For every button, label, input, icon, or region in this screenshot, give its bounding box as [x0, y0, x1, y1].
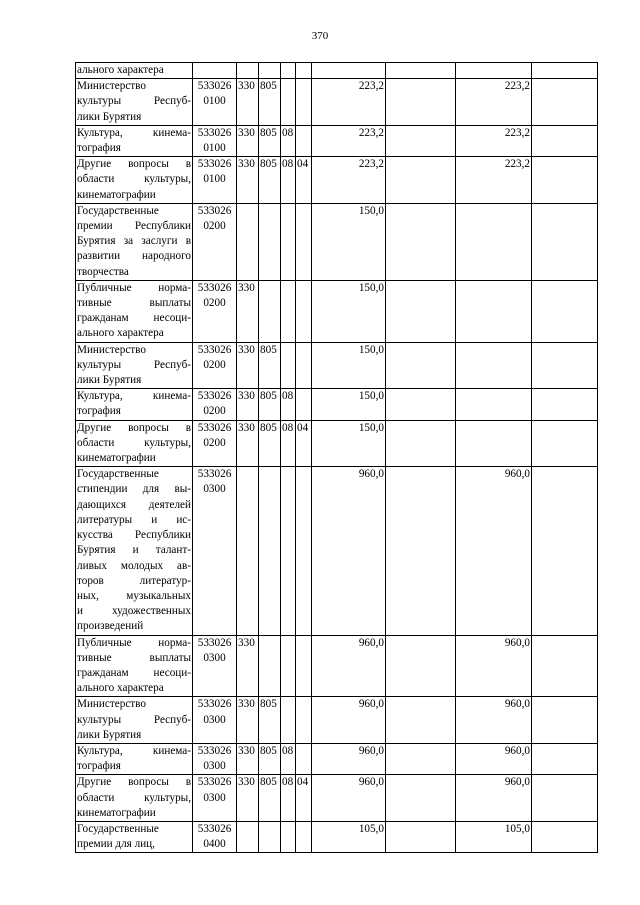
- row-name-cell: [76, 63, 193, 79]
- row-code-cell-1: 330: [237, 697, 259, 744]
- row-amount-2-cell: [386, 63, 456, 79]
- row-name-cell: [76, 203, 193, 280]
- row-name-line: культуры Респуб-: [77, 358, 191, 371]
- row-section-cell: [281, 280, 296, 342]
- row-code-cell-1: 330: [237, 775, 259, 822]
- row-amount-3-cell: 960,0: [456, 743, 532, 774]
- row-code-cell-2: 805: [259, 389, 281, 420]
- row-name-cell: [76, 342, 193, 389]
- row-target-code-cell: [193, 203, 237, 280]
- row-subsection-cell: [296, 79, 312, 126]
- table-row: [76, 635, 598, 697]
- row-name-line: тография: [77, 142, 121, 155]
- row-code-cell-1: [237, 63, 259, 79]
- row-code-cell-1: 330: [237, 125, 259, 156]
- row-subsection-cell: [296, 125, 312, 156]
- row-target-code-line: 533026: [197, 698, 232, 711]
- row-section-cell: [281, 203, 296, 280]
- row-empty-cell: [532, 775, 598, 822]
- row-empty-cell: [532, 79, 598, 126]
- row-amount-2-cell: [386, 467, 456, 635]
- row-section-cell: [281, 697, 296, 744]
- row-amount-1-cell: 223,2: [312, 79, 386, 126]
- row-section-cell: 08: [281, 743, 296, 774]
- row-subsection-cell: 04: [296, 157, 312, 204]
- row-code-cell-1: 330: [237, 635, 259, 697]
- row-name-line: ального характера: [77, 64, 164, 76]
- row-amount-2-cell: [386, 775, 456, 822]
- row-amount-3-cell: [456, 420, 532, 467]
- row-empty-cell: [532, 743, 598, 774]
- row-name-line: кинематографии: [77, 452, 156, 465]
- row-name-line: области культуры,: [77, 173, 191, 186]
- page-number: 370: [311, 30, 329, 42]
- row-code-cell-2: [259, 467, 281, 635]
- row-empty-cell: [532, 342, 598, 389]
- row-empty-cell: [532, 821, 598, 852]
- row-name-line: торов литератур-: [77, 574, 191, 587]
- row-target-code-line: 533026: [197, 80, 232, 93]
- row-subsection-cell: [296, 63, 312, 79]
- row-amount-3-cell: [456, 63, 532, 79]
- row-subsection-cell: [296, 389, 312, 420]
- row-target-code-line: 0400: [203, 838, 226, 851]
- row-section-cell: 08: [281, 157, 296, 204]
- row-name-line: дающихся деятелей: [77, 498, 191, 511]
- row-code-cell-2: [259, 821, 281, 852]
- table-row: [76, 203, 598, 280]
- row-target-code-line: 0300: [203, 713, 226, 726]
- row-name-line: Государственные: [77, 204, 159, 217]
- row-name-line: Министерство: [77, 698, 146, 711]
- row-name-cell: [76, 280, 193, 342]
- row-name-line: лики Бурятия: [77, 374, 142, 387]
- row-amount-2-cell: [386, 420, 456, 467]
- row-section-cell: [281, 342, 296, 389]
- row-target-code-line: 0200: [203, 358, 226, 371]
- row-subsection-cell: [296, 203, 312, 280]
- row-amount-3-cell: 960,0: [456, 635, 532, 697]
- row-amount-3-cell: [456, 342, 532, 389]
- row-code-cell-2: 805: [259, 79, 281, 126]
- row-code-cell-1: 330: [237, 743, 259, 774]
- row-name-line: кинематографии: [77, 806, 156, 819]
- row-target-code-cell: [193, 743, 237, 774]
- row-target-code-line: 533026: [197, 776, 232, 789]
- table-body: [76, 63, 598, 853]
- table-row: [76, 342, 598, 389]
- row-target-code-line: 533026: [197, 822, 232, 835]
- row-target-code-line: 0200: [203, 297, 226, 310]
- row-amount-2-cell: [386, 125, 456, 156]
- row-target-code-cell: [193, 79, 237, 126]
- row-name-line: произведений: [77, 620, 144, 633]
- row-target-code-line: 0200: [203, 436, 226, 449]
- row-subsection-cell: 04: [296, 775, 312, 822]
- table-row: [76, 125, 598, 156]
- row-subsection-cell: [296, 467, 312, 635]
- row-target-code-line: 0200: [203, 405, 226, 418]
- row-target-code-line: 533026: [197, 744, 232, 757]
- row-target-code-line: 533026: [197, 281, 232, 294]
- row-amount-1-cell: [312, 63, 386, 79]
- row-amount-2-cell: [386, 389, 456, 420]
- row-amount-1-cell: 960,0: [312, 635, 386, 697]
- row-target-code-line: 533026: [197, 636, 232, 649]
- row-code-cell-2: 805: [259, 775, 281, 822]
- row-name-line: Публичные норма-: [77, 636, 191, 649]
- row-amount-2-cell: [386, 280, 456, 342]
- row-target-code-line: 0200: [203, 220, 226, 233]
- row-name-line: Культура, кинема-: [77, 126, 191, 139]
- row-target-code-cell: [193, 775, 237, 822]
- row-subsection-cell: [296, 821, 312, 852]
- row-amount-3-cell: 960,0: [456, 775, 532, 822]
- row-section-cell: [281, 467, 296, 635]
- row-name-line: лики Бурятия: [77, 110, 142, 123]
- row-empty-cell: [532, 157, 598, 204]
- row-name-line: гражданам несоци-: [77, 666, 191, 679]
- table-row: [76, 420, 598, 467]
- row-empty-cell: [532, 697, 598, 744]
- row-name-line: кусства Республики: [77, 529, 191, 542]
- row-name-cell: [76, 420, 193, 467]
- row-code-cell-2: 805: [259, 157, 281, 204]
- row-name-line: Министерство: [77, 343, 146, 356]
- row-target-code-line: 0100: [203, 95, 226, 108]
- row-code-cell-1: 330: [237, 157, 259, 204]
- row-amount-3-cell: 105,0: [456, 821, 532, 852]
- row-name-line: Государственные: [77, 822, 159, 835]
- row-target-code-cell: [193, 342, 237, 389]
- row-amount-2-cell: [386, 157, 456, 204]
- row-subsection-cell: [296, 743, 312, 774]
- row-section-cell: [281, 821, 296, 852]
- row-code-cell-2: [259, 280, 281, 342]
- row-amount-2-cell: [386, 821, 456, 852]
- row-name-line: культуры Респуб-: [77, 95, 191, 108]
- row-code-cell-2: 805: [259, 342, 281, 389]
- row-subsection-cell: [296, 697, 312, 744]
- row-target-code-line: 0300: [203, 760, 226, 773]
- row-target-code-line: 533026: [197, 204, 232, 217]
- row-section-cell: [281, 635, 296, 697]
- row-subsection-cell: [296, 280, 312, 342]
- row-amount-1-cell: 150,0: [312, 280, 386, 342]
- row-subsection-cell: 04: [296, 420, 312, 467]
- row-subsection-cell: [296, 635, 312, 697]
- row-amount-1-cell: 223,2: [312, 157, 386, 204]
- row-target-code-cell: [193, 389, 237, 420]
- row-target-code-cell: [193, 467, 237, 635]
- row-code-cell-1: 330: [237, 79, 259, 126]
- row-amount-2-cell: [386, 342, 456, 389]
- row-section-cell: 08: [281, 420, 296, 467]
- row-name-cell: [76, 389, 193, 420]
- row-code-cell-1: 330: [237, 389, 259, 420]
- row-target-code-cell: [193, 635, 237, 697]
- row-amount-3-cell: 960,0: [456, 467, 532, 635]
- row-name-cell: [76, 635, 193, 697]
- row-target-code-line: 0100: [203, 173, 226, 186]
- row-name-line: литературы и ис-: [77, 513, 191, 526]
- row-name-line: Министерство: [77, 80, 146, 93]
- row-name-cell: [76, 157, 193, 204]
- row-target-code-line: 0300: [203, 483, 226, 496]
- row-name-cell: [76, 743, 193, 774]
- row-target-code-cell: [193, 280, 237, 342]
- table-row: [76, 389, 598, 420]
- row-code-cell-2: 805: [259, 743, 281, 774]
- row-name-line: ных, музыкальных: [77, 589, 191, 602]
- row-name-line: области культуры,: [77, 791, 191, 804]
- row-subsection-cell: [296, 342, 312, 389]
- row-amount-2-cell: [386, 79, 456, 126]
- row-code-cell-1: [237, 821, 259, 852]
- row-section-cell: [281, 79, 296, 126]
- table-row: [76, 743, 598, 774]
- row-name-line: творчества: [77, 265, 129, 278]
- row-code-cell-1: 330: [237, 420, 259, 467]
- row-name-line: стипендии для вы-: [77, 483, 191, 496]
- row-name-line: Культура, кинема-: [77, 744, 191, 757]
- row-name-line: Бурятия и талант-: [77, 544, 191, 557]
- row-amount-3-cell: [456, 389, 532, 420]
- row-amount-1-cell: 150,0: [312, 420, 386, 467]
- row-name-line: Другие вопросы в: [77, 776, 191, 789]
- row-empty-cell: [532, 125, 598, 156]
- row-target-code-cell: [193, 125, 237, 156]
- row-empty-cell: [532, 63, 598, 79]
- row-target-code-line: 533026: [197, 421, 232, 434]
- row-target-code-cell: [193, 63, 237, 79]
- row-empty-cell: [532, 280, 598, 342]
- row-name-cell: [76, 467, 193, 635]
- row-name-line: ального характера: [77, 327, 164, 340]
- row-name-line: и художественных: [77, 605, 191, 618]
- row-name-cell: [76, 125, 193, 156]
- row-amount-3-cell: 223,2: [456, 157, 532, 204]
- row-code-cell-2: 805: [259, 420, 281, 467]
- row-name-cell: [76, 821, 193, 852]
- row-name-line: премии Республики: [77, 220, 191, 233]
- row-target-code-line: 533026: [197, 343, 232, 356]
- row-name-line: Культура, кинема-: [77, 390, 191, 403]
- row-amount-1-cell: 223,2: [312, 125, 386, 156]
- table-row: [76, 821, 598, 852]
- row-amount-3-cell: [456, 280, 532, 342]
- row-empty-cell: [532, 203, 598, 280]
- row-name-line: Другие вопросы в: [77, 158, 191, 171]
- row-name-line: Другие вопросы в: [77, 421, 191, 434]
- row-name-line: тография: [77, 760, 121, 773]
- row-name-cell: [76, 79, 193, 126]
- row-name-cell: [76, 697, 193, 744]
- row-target-code-line: 0300: [203, 651, 226, 664]
- row-name-line: лики Бурятия: [77, 728, 142, 741]
- row-target-code-cell: [193, 157, 237, 204]
- row-section-cell: 08: [281, 125, 296, 156]
- budget-table: [75, 62, 598, 853]
- table-row: [76, 157, 598, 204]
- row-amount-2-cell: [386, 743, 456, 774]
- row-target-code-line: 533026: [197, 390, 232, 403]
- row-target-code-line: 533026: [197, 158, 232, 171]
- table-row: [76, 63, 598, 79]
- row-amount-3-cell: [456, 203, 532, 280]
- row-amount-1-cell: 150,0: [312, 203, 386, 280]
- row-target-code-line: 533026: [197, 126, 232, 139]
- row-code-cell-1: 330: [237, 342, 259, 389]
- row-target-code-cell: [193, 821, 237, 852]
- row-name-line: Государственные: [77, 468, 159, 481]
- row-name-line: тография: [77, 405, 121, 418]
- table-row: [76, 697, 598, 744]
- row-code-cell-2: [259, 63, 281, 79]
- row-amount-1-cell: 960,0: [312, 697, 386, 744]
- row-name-line: ального характера: [77, 682, 164, 695]
- row-amount-1-cell: 960,0: [312, 467, 386, 635]
- row-amount-1-cell: 960,0: [312, 775, 386, 822]
- row-name-line: тивные выплаты: [77, 297, 191, 310]
- row-amount-1-cell: 105,0: [312, 821, 386, 852]
- row-name-line: культуры Респуб-: [77, 713, 191, 726]
- row-code-cell-1: [237, 467, 259, 635]
- row-name-line: ливых молодых ав-: [77, 559, 191, 572]
- row-name-line: Бурятия за заслуги в: [77, 235, 191, 248]
- row-amount-3-cell: 223,2: [456, 79, 532, 126]
- row-amount-2-cell: [386, 635, 456, 697]
- row-amount-3-cell: 223,2: [456, 125, 532, 156]
- row-name-line: кинематографии: [77, 188, 156, 201]
- row-name-cell: [76, 775, 193, 822]
- row-name-line: гражданам несоци-: [77, 312, 191, 325]
- row-code-cell-2: 805: [259, 697, 281, 744]
- row-amount-1-cell: 150,0: [312, 389, 386, 420]
- row-section-cell: 08: [281, 389, 296, 420]
- table-row: [76, 280, 598, 342]
- row-amount-2-cell: [386, 697, 456, 744]
- row-empty-cell: [532, 420, 598, 467]
- row-section-cell: 08: [281, 775, 296, 822]
- row-name-line: тивные выплаты: [77, 651, 191, 664]
- row-amount-1-cell: 150,0: [312, 342, 386, 389]
- row-target-code-cell: [193, 697, 237, 744]
- table-row: [76, 775, 598, 822]
- row-code-cell-2: 805: [259, 125, 281, 156]
- row-name-line: развитии народного: [77, 250, 191, 263]
- row-code-cell-1: [237, 203, 259, 280]
- row-name-line: Публичные норма-: [77, 281, 191, 294]
- row-empty-cell: [532, 389, 598, 420]
- row-code-cell-2: [259, 635, 281, 697]
- row-amount-2-cell: [386, 203, 456, 280]
- row-amount-1-cell: 960,0: [312, 743, 386, 774]
- row-target-code-line: 0300: [203, 791, 226, 804]
- row-target-code-cell: [193, 420, 237, 467]
- row-empty-cell: [532, 635, 598, 697]
- row-amount-3-cell: 960,0: [456, 697, 532, 744]
- row-code-cell-2: [259, 203, 281, 280]
- row-empty-cell: [532, 467, 598, 635]
- row-target-code-line: 533026: [197, 468, 232, 481]
- row-name-line: премии для лиц,: [77, 838, 155, 851]
- table-row: [76, 79, 598, 126]
- row-code-cell-1: 330: [237, 280, 259, 342]
- table-row: [76, 467, 598, 635]
- row-section-cell: [281, 63, 296, 79]
- row-target-code-line: 0100: [203, 142, 226, 155]
- row-name-line: области культуры,: [77, 436, 191, 449]
